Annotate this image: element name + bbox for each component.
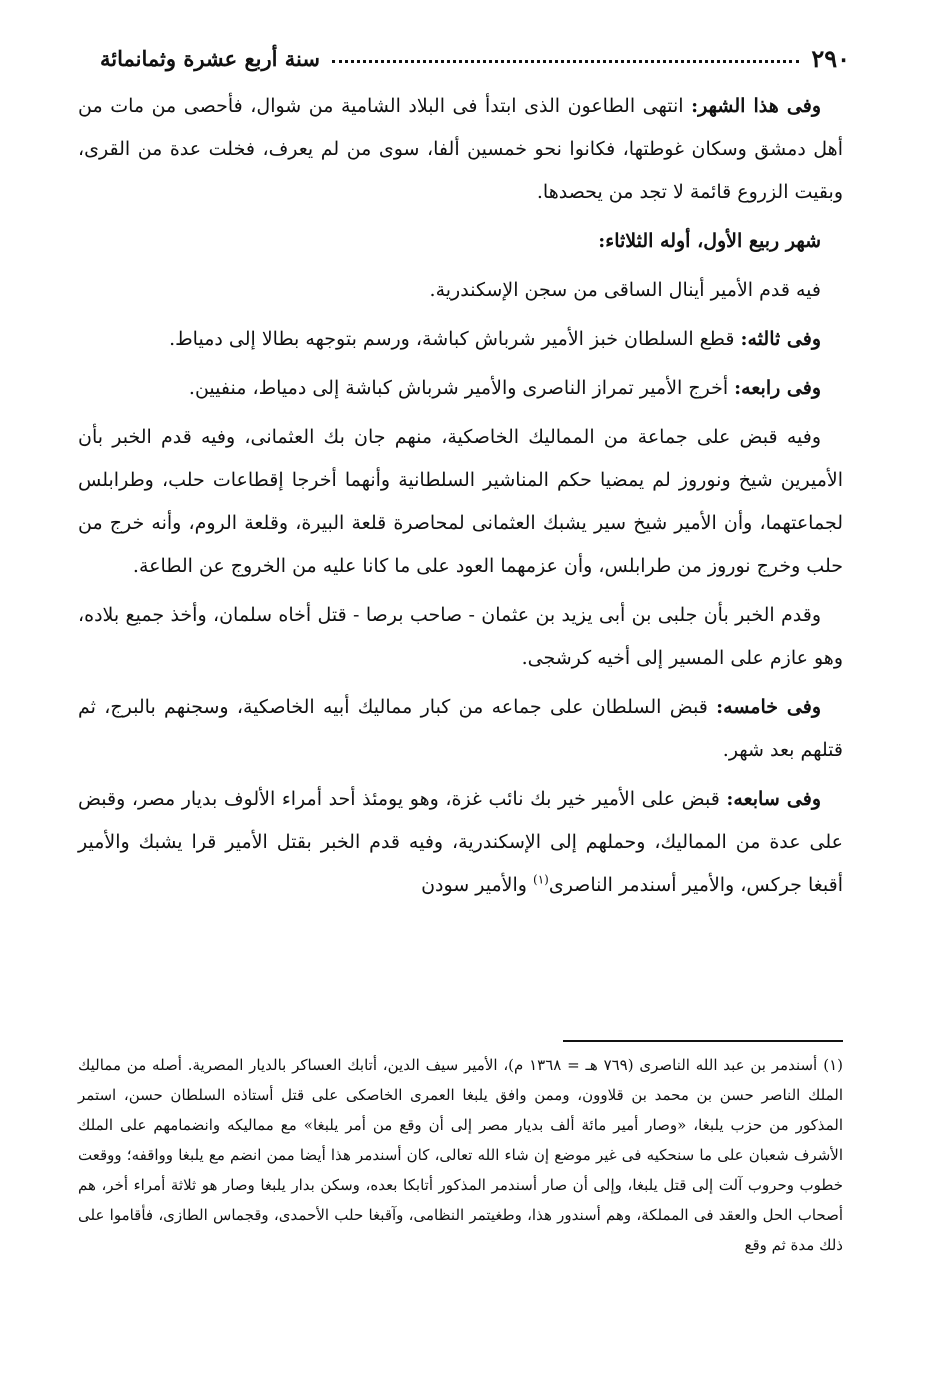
paragraph-text: أخرج الأمير تمراز الناصرى والأمير شرباش كباشة إلى دمياط، منفيين.: [188, 377, 735, 399]
paragraph-text: قطع السلطان خبز الأمير شرباش كباشة، ورسم بتوجهه بطالا إلى دمياط.: [169, 328, 741, 350]
footnotes: [78, 1050, 843, 1260]
footnote-text: أسندمر بن عبد الله الناصرى (٧٦٩ هـ = ١٣٦٨ م)، الأمير سيف الدين، أتابك العساكر بالديار المصرية. أصله من مماليك الملك الناصر حسن بن محمد بن قلاوون، وممن وافق يلبغا العمرى الخاصكى على قتل أستاذه السلطان حسن، استمر المذكور من حزب يلبغا، «وصار أمير مائة ألف بديار مصر إلى أن وقع من أمر يلبغا» مع مماليكه وانضمامهم على الملك الأشرف شعبان على ما سنحكيه فى غير موضع إن شاء الله تعالى، كان أسندمر هذا أيضا ممن انضم مع يلبغا وواقفه؛ ووقعت خطوب وحروب آلت إلى قتل يلبغا، وإلى أن صار أسندمر المذكور أتابكا بعده، وسكن بدار يلبغا وصار هو ثلاثة أمراء أخر، هم أصحاب الحل والعقد فى المملكة، وهم أسندور هذا، وطغيتمر النظامى، وآقبغا حلب الأحمدى، وقجماس الطازى، فأقاموا على ذلك مدة ثم وقع: [78, 1056, 843, 1254]
paragraph-text: وقدم الخبر بأن جلبى بن أبى يزيد بن عثمان - صاحب برصا - قتل أخاه سلمان، وأخذ جميع بلاده، وهو عازم على المسير إلى أخيه كرشجى.: [78, 604, 843, 669]
paragraph: [78, 594, 843, 680]
paragraph-text: قبض السلطان على جماعه من كبار مماليك أبيه الخاصكية، وسجنهم بالبرج، ثم قتلهم بعد شهر.: [78, 696, 843, 761]
footnote-reference[interactable]: (١): [533, 872, 549, 887]
footnote-marker: (١): [823, 1056, 843, 1074]
paragraph: [78, 686, 843, 772]
paragraph-lead: شهر ربيع الأول، أوله الثلاثاء:: [598, 230, 821, 252]
running-title: سنة أربع عشرة وثمانمائة: [100, 45, 320, 71]
paragraph-text: فيه قدم الأمير أينال الساقى من سجن الإسكندرية.: [429, 279, 821, 301]
paragraph-lead: وفى سابعه:: [726, 788, 822, 810]
paragraph-text: وفيه قبض على جماعة من المماليك الخاصكية، منهم جان بك العثمانى، وفيه قدم الخبر بأن الأميرين شيخ ونوروز لم يمضيا حكم المناشير السلطانية وأنهما أخرجا إقطاعات حلب، وطرابلس لجماعتهما، وأن الأمير شيخ سير يشبك العثمانى لمحاصرة قلعة البيرة، وقلعة الروم، وأنه خرج من حلب وخرج نوروز من طرابلس، وأن عزمهما العود على ما كانا عليه من الخروج عن الطاعة.: [78, 426, 843, 577]
paragraph: [78, 416, 843, 588]
page-header: [100, 38, 850, 78]
paragraph: [78, 85, 843, 214]
paragraph-text: قبض على الأمير خير بك نائب غزة، وهو يومئذ أحد أمراء الألوف بديار مصر، وقبض على عدة من المماليك، وحملهم إلى الإسكندرية، وفيه قدم الخبر بقتل الأمير قرا يشبك والأمير أقبغا جركس، والأمير أسندمر الناصرى: [78, 788, 843, 896]
paragraph-lead: وفى رابعه:: [734, 377, 821, 399]
page-number: ٢٩٠: [811, 43, 850, 73]
footnote: [78, 1050, 843, 1260]
footnote-divider: [563, 1040, 843, 1042]
month-heading: [78, 220, 843, 263]
paragraph-lead: وفى خامسه:: [716, 696, 821, 718]
paragraph: [78, 778, 843, 907]
main-text: [78, 85, 843, 913]
paragraph-lead: وفى هذا الشهر:: [691, 95, 821, 117]
paragraph-text: انتهى الطاعون الذى ابتدأ فى البلاد الشامية من شوال، فأحصى من مات من أهل دمشق وسكان غوطتها، فكانوا نحو خمسين ألفا، سوى من لم يعرف، فخلت عدة من القرى، وبقيت الزروع قائمة لا تجد من يحصدها.: [78, 95, 843, 203]
paragraph: [78, 269, 843, 312]
header-dotted-leader: [332, 60, 799, 66]
paragraph: [78, 367, 843, 410]
paragraph-lead: وفى ثالثه:: [740, 328, 821, 350]
paragraph: [78, 318, 843, 361]
paragraph-text-tail: والأمير سودن: [421, 874, 533, 896]
